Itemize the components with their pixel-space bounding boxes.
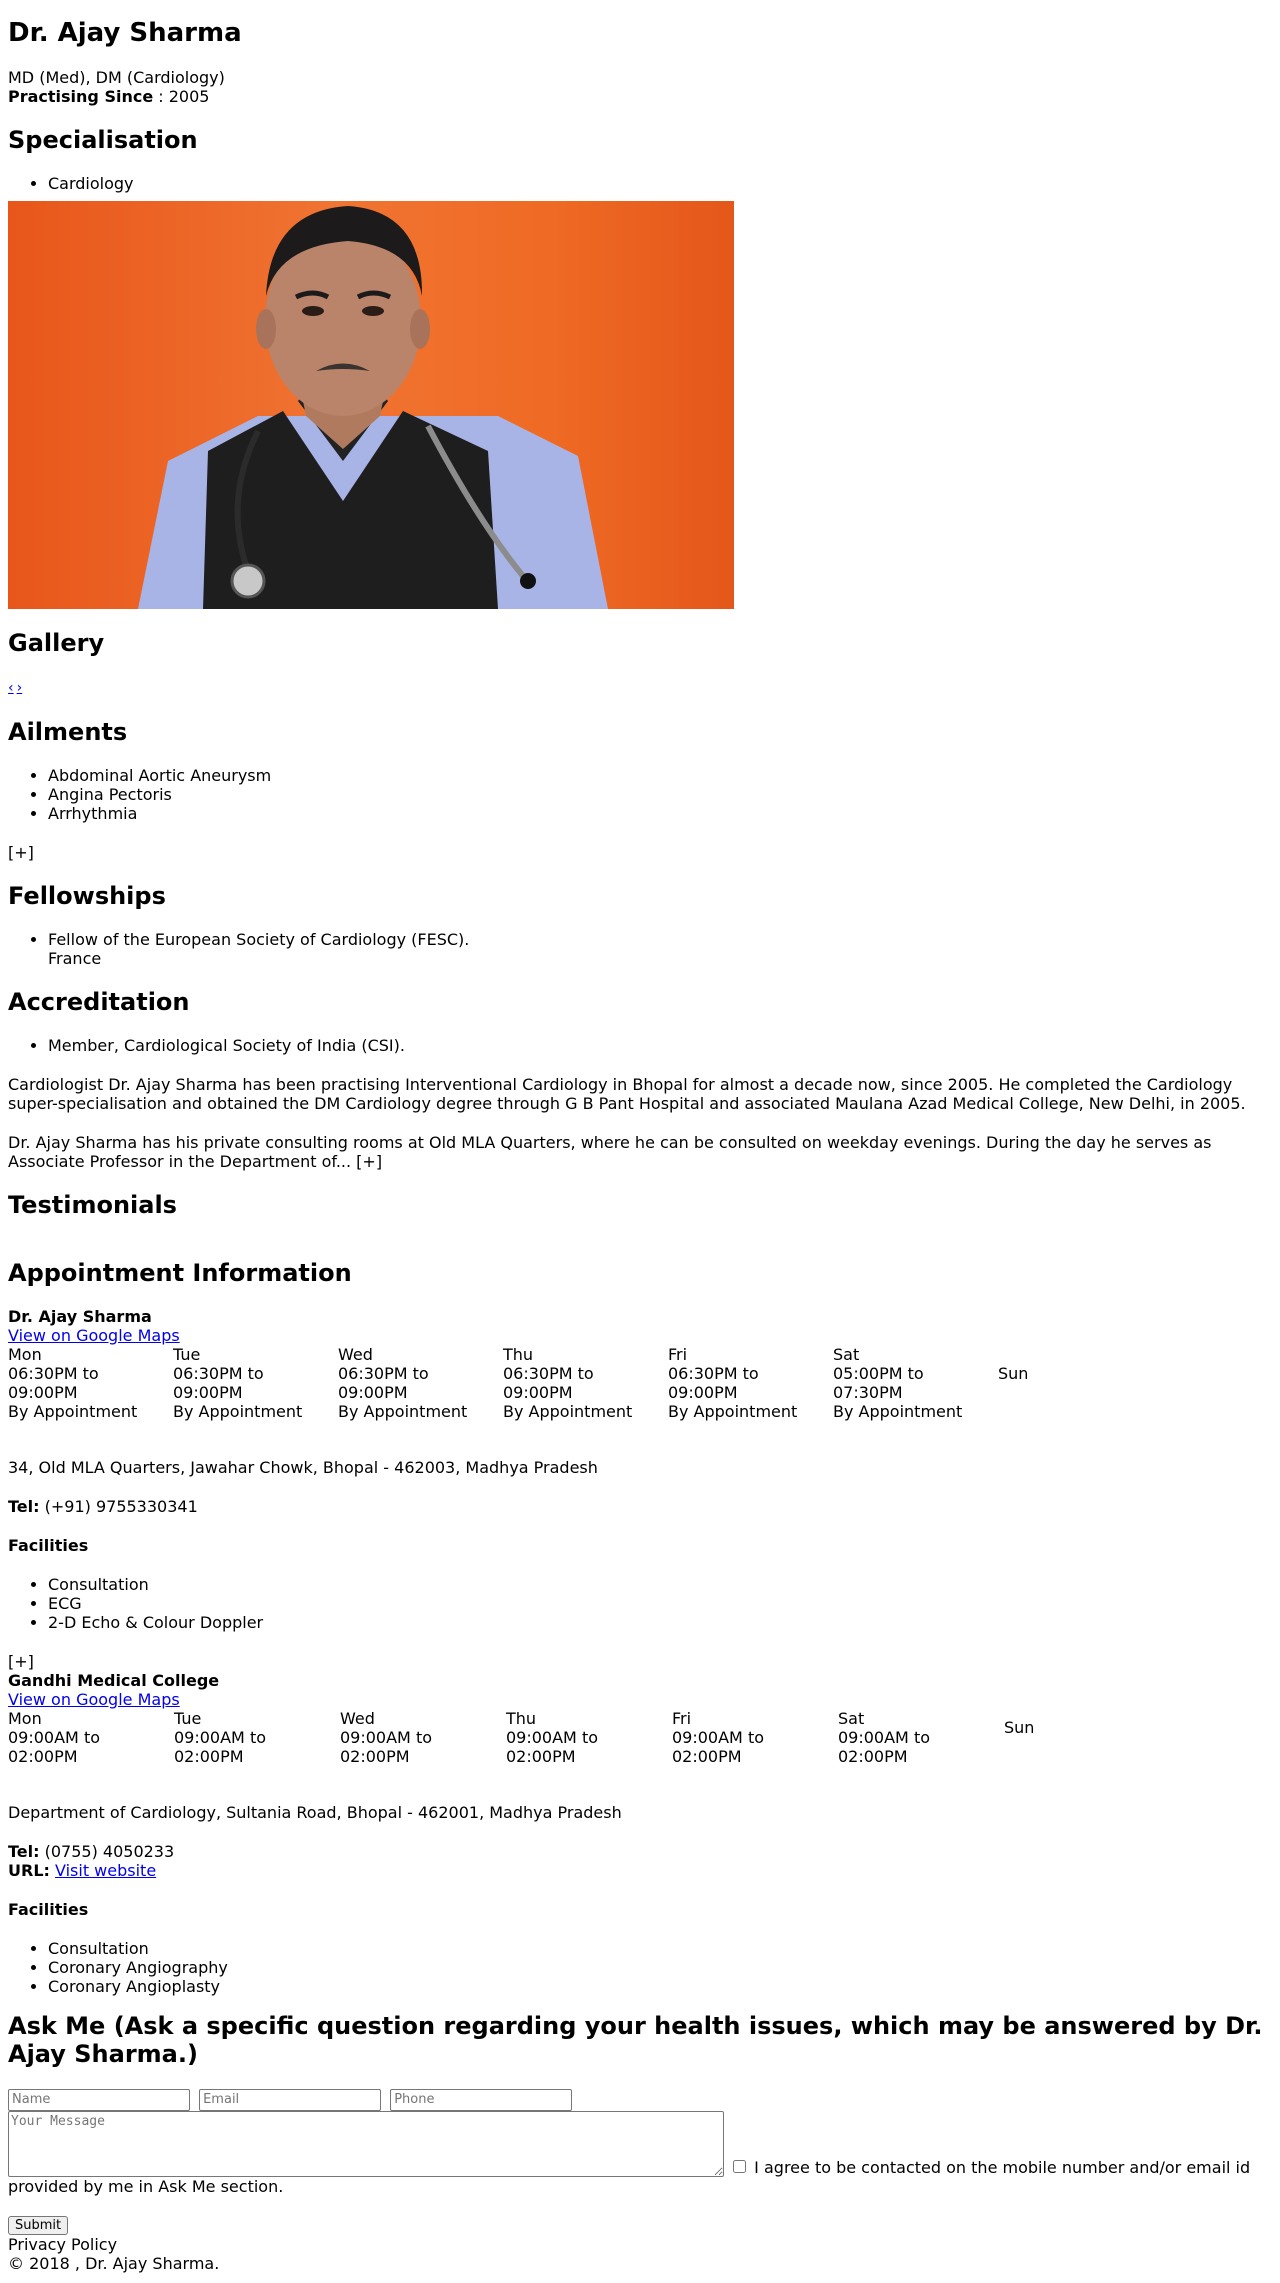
agree-checkbox[interactable] (733, 2160, 746, 2173)
day-time: 09:00AM to 02:00PM (672, 1728, 765, 1766)
day-time: 09:00AM to 02:00PM (838, 1728, 931, 1766)
facilities-label-text: Facilities (8, 1900, 89, 1919)
facility-item: • ECG (48, 1594, 1272, 1613)
hours-day (8, 1709, 174, 1766)
fellowships-heading: Fellowships (8, 882, 166, 910)
clinic-address: Department of Cardiology, Sultania Road, Bhopal - 462001, Madhya Pradesh (8, 1803, 622, 1822)
doctor-degrees: MD (Med), DM (Cardiology) (8, 68, 225, 87)
accreditation-list (8, 1036, 1272, 1055)
day-label: Thu (503, 1345, 534, 1364)
clinic-hours (8, 1709, 1272, 1766)
ask-me-heading: Ask Me (Ask a specific question regarding your health issues, which may be answered by Dr. Ajay Sharma.) (8, 2012, 1263, 2068)
facilities-list (8, 1575, 1272, 1632)
day-label: Sat (833, 1345, 860, 1364)
hours-day (340, 1709, 506, 1766)
specialisation-heading: Specialisation (8, 126, 198, 154)
ailments-heading: Ailments (8, 718, 128, 746)
day-time: 09:00AM to 02:00PM (506, 1728, 599, 1766)
day-note: By Appointment (173, 1402, 303, 1421)
day-time: 06:30PM to 09:00PM (8, 1364, 99, 1402)
day-label: Fri (668, 1345, 688, 1364)
ailment-item: • Arrhythmia (48, 804, 1272, 823)
day-time (1004, 1709, 1170, 1718)
specialisation-item: • Cardiology (48, 174, 1272, 193)
hours-day (1004, 1709, 1170, 1766)
clinic-maps-link[interactable]: View on Google Maps (8, 1690, 180, 1709)
hours-day (174, 1709, 340, 1766)
agree-text: I agree to be contacted on the mobile number and/or email id provided by me in Ask Me section. (8, 2157, 1251, 2196)
day-note: By Appointment (668, 1402, 798, 1421)
clinic-block (8, 1307, 1272, 1671)
gallery-prev-link[interactable]: ‹ (8, 680, 14, 696)
accreditation-item: • Member, Cardiological Society of India (CSI). (48, 1036, 1272, 1055)
portrait-illustration (8, 201, 734, 609)
hours-day (503, 1345, 668, 1421)
day-note: By Appointment (8, 1402, 138, 1421)
fellowship-item (48, 930, 1272, 968)
day-label: Tue (173, 1345, 201, 1364)
practising-since (8, 87, 1272, 106)
clinic-tel (8, 1842, 1272, 1861)
day-time: 09:00AM to 02:00PM (174, 1728, 267, 1766)
clinic-name: Gandhi Medical College (8, 1671, 220, 1690)
day-label: Mon (8, 1709, 42, 1728)
ailment-item: • Angina Pectoris (48, 785, 1272, 804)
facilities-label (8, 1900, 1272, 1919)
facilities-label (8, 1536, 1272, 1555)
facility-item: • Consultation (48, 1939, 1272, 1958)
url-label: URL: (8, 1861, 50, 1880)
hours-day (833, 1345, 998, 1421)
tel-value: (0755) 4050233 (39, 1842, 175, 1861)
ailments-list (8, 766, 1272, 823)
appointment-heading: Appointment Information (8, 1259, 352, 1287)
hours-day (672, 1709, 838, 1766)
facility-item: • 2-D Echo & Colour Doppler (48, 1613, 1272, 1632)
clinic-block (8, 1671, 1272, 1996)
message-textarea[interactable] (8, 2111, 724, 2177)
day-time: 09:00AM to 02:00PM (340, 1728, 433, 1766)
name-input[interactable] (8, 2089, 190, 2111)
day-time: 06:30PM to 09:00PM (503, 1364, 594, 1402)
day-time: 06:30PM to 09:00PM (173, 1364, 264, 1402)
hours-day (173, 1345, 338, 1421)
facility-item: • Consultation (48, 1575, 1272, 1594)
ask-me-form (8, 2088, 1272, 2235)
hours-day (338, 1345, 503, 1421)
doctor-name: Dr. Ajay Sharma (8, 18, 242, 48)
phone-input[interactable] (390, 2089, 572, 2111)
email-input[interactable] (199, 2089, 381, 2111)
tel-label: Tel: (8, 1842, 40, 1861)
ailment-item: • Abdominal Aortic Aneurysm (48, 766, 1272, 785)
doctor-portrait-photo (8, 201, 734, 609)
submit-button[interactable]: Submit (8, 2216, 68, 2235)
day-label: Wed (340, 1709, 375, 1728)
clinic-maps-link[interactable]: View on Google Maps (8, 1326, 180, 1345)
specialisation-list (8, 174, 1272, 193)
day-label: Tue (174, 1709, 202, 1728)
accreditation-heading: Accreditation (8, 988, 190, 1016)
visit-website-link[interactable]: Visit website (55, 1861, 157, 1880)
hours-day (8, 1345, 173, 1421)
tel-value: (+91) 9755330341 (39, 1497, 198, 1516)
day-label: Mon (8, 1345, 42, 1364)
copyright-text: © 2018 , Dr. Ajay Sharma. (8, 2253, 220, 2273)
gallery-nav (8, 677, 1272, 698)
facilities-more-toggle[interactable]: [+] (8, 1652, 34, 1671)
facility-item: • Coronary Angiography (48, 1958, 1272, 1977)
day-time: 05:00PM to 07:30PM (833, 1364, 924, 1402)
practising-since-value: : 2005 (153, 87, 210, 106)
day-note: By Appointment (833, 1402, 963, 1421)
hours-day (668, 1345, 833, 1421)
clinic-address: 34, Old MLA Quarters, Jawahar Chowk, Bhopal - 462003, Madhya Pradesh (8, 1458, 598, 1477)
tel-label: Tel: (8, 1497, 40, 1516)
day-label: Sun (1004, 1718, 1035, 1737)
privacy-policy-link[interactable]: Privacy Policy (8, 2234, 118, 2254)
day-time: 09:00AM to 02:00PM (8, 1728, 101, 1766)
day-note: By Appointment (338, 1402, 468, 1421)
about-paragraph-2: Dr. Ajay Sharma has his private consulting rooms at Old MLA Quarters, where he can be consulted on weekday evenings. During the day he serves as Associate Professor in the Department of... [+] (8, 1133, 1212, 1171)
hours-day (838, 1709, 1004, 1766)
day-time (998, 1345, 1028, 1364)
about-paragraph-1: Cardiologist Dr. Ajay Sharma has been practising Interventional Cardiology in Bhopal for almost a decade now, since 2005. He completed the Cardiology super-specialisation and obtained the DM Cardiology degree through G B Pant Hospital and associated Maulana Azad Medical College, New Delhi, in 2005. (8, 1075, 1246, 1113)
fellowships-list (8, 930, 1272, 968)
day-label: Sun (998, 1364, 1029, 1383)
day-label: Thu (506, 1709, 537, 1728)
hours-day (998, 1345, 1028, 1421)
gallery-heading: Gallery (8, 629, 105, 657)
practising-since-label: Practising Since (8, 87, 154, 106)
day-label: Fri (672, 1709, 692, 1728)
day-note: By Appointment (503, 1402, 633, 1421)
footer (8, 2235, 1272, 2273)
facility-item: • Coronary Angioplasty (48, 1977, 1272, 1996)
day-label: Sat (838, 1709, 865, 1728)
day-label: Wed (338, 1345, 373, 1364)
day-time: 06:30PM to 09:00PM (668, 1364, 759, 1402)
clinic-name: Dr. Ajay Sharma (8, 1307, 152, 1326)
doctor-credentials (8, 68, 1272, 106)
clinic-tel (8, 1497, 1272, 1516)
gallery-next-link[interactable]: › (16, 680, 23, 696)
fellowship-title: Fellow of the European Society of Cardiology (FESC). (48, 930, 470, 949)
day-time: 06:30PM to 09:00PM (338, 1364, 429, 1402)
clinic-url (8, 1861, 1272, 1880)
facilities-label-text: Facilities (8, 1536, 89, 1555)
hours-day (506, 1709, 672, 1766)
clinic-hours (8, 1345, 1272, 1421)
facilities-list (8, 1939, 1272, 1996)
testimonials-heading: Testimonials (8, 1191, 177, 1219)
fellowship-country: France (48, 949, 102, 968)
ailments-more-toggle[interactable]: [+] (8, 843, 34, 862)
